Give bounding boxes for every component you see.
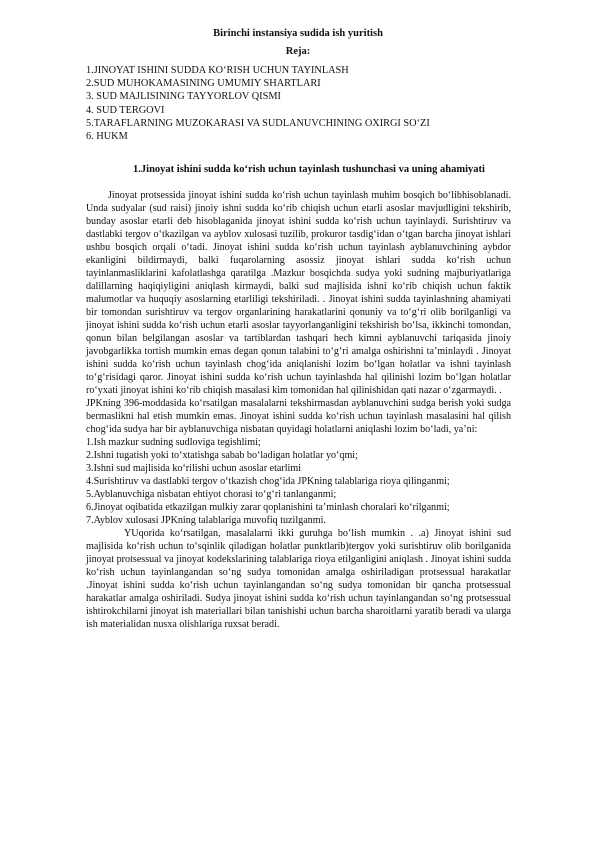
list-item: 4.Surishtiruv va dastlabki tergov o‘tkazish chog‘ida JPKning talablariga rioya qilinganmi;	[86, 476, 450, 487]
list-item: 2.Ishni tugatish yoki to‘xtatishga sabab bo‘ladigan holatlar yo‘qmi;	[86, 450, 358, 461]
list-item: 3.Ishni sud majlisida ko‘rilishi uchun asoslar etarlimi	[86, 463, 302, 474]
document-body	[86, 189, 511, 631]
section-title: 1.Jinoyat ishini sudda ko‘rish uchun tayinlash tushunchasi va uning ahamiyati	[133, 164, 485, 175]
list-item: 1.Ish mazkur sudning sudloviga tegishlimi;	[86, 437, 261, 448]
list-item: 7.Ayblov xulosasi JPKning talablariga muvofiq tuzilganmi.	[86, 515, 326, 526]
paragraph: JPKning 396-moddasida ko‘rsatilgan masalalarni tekshirmasdan ayblanuvchini sudga berish yoki sudga bermaslikni hal etish mumkin emas. Jinoyat ishini sudda ko‘rish uchun tayinlash masalasini hal qilish chog‘ida sudya har bir ayblanuvchiga nisbatan quyidagi holatlarni aniqlashi lozim bo‘ladi, ya’ni:	[86, 398, 511, 435]
list-item: 5.Ayblanuvchiga nisbatan ehtiyot chorasi to‘g‘ri tanlanganmi;	[86, 489, 337, 500]
list-item: 6.Jinoyat oqibatida etkazilgan mulkiy zarar qoplanishini ta’minlash choralari ko‘rilganmi;	[86, 502, 450, 513]
plan-item: 1.JINOYAT ISHINI SUDDA KO‘RISH UCHUN TAYINLASH	[86, 65, 349, 76]
paragraph: Jinoyat protsessida jinoyat ishini sudda ko‘rish uchun tayinlash muhim bosqich bo‘libhisoblanadi. Unda sudyalar (sud raisi) jinoiy ishni sudda ko‘rib chiqish uchun etarli asoslar mavjudligini tekshirib, bunday asoslar etarli deb hisoblaganida jinoyat ishini sudda ko‘rish uchun tayinlaydi. Surishtiruv va dastlabki tergov o‘tkazilgan va ayblov xulosasi tuzilib, prokuror tasdig‘idan o‘tgan barcha jinoyat ishlari ushbu bosqich orqali o‘tadi. Jinoyat ishini sudda ko‘rish uchun tayinlash ayblanuvchining aybdor ekanligini bildirmaydi, balki fuqarolarning asossiz jinoyat ishlari sudda ko‘rish uchun tayinlanmasliklarini kafolatlashga qaratilga .Mazkur bosqichda sudya yoki sudning majburiyatlariga dalillarning haqiqiyligini aniqlash kirmaydi, balki sud majlisida ishni ko‘rib chiqish uchun faktik malumotlar va huquqiy asoslarning etarliligi tekshiriladi. . Jinoyat ishini sudda tayinlashning ahamiyati bir tomondan surishtiruv va tergov organlarining harakatlarini qonuniy va to‘g‘ri olib borilganligi va jinoyat ishini sudda ko‘rish uchun etarli asoslar tayyorlanganligini tekshirish bo‘lsa, ikkinchi tomondan, qonun bilan belgilangan asoslar va tartiblardan tashqari hech kimni ayblanuvchi tariqasida jinoiy javobgarlikka tortish mumkin emas degan qonun talabini to‘g‘ri amalga oshirishni ta’minlaydi . Jinoyat ishini sudda ko‘rish uchun tayinlash chog‘ida aniqlanishi lozim bo‘lgan holatlar va ishni tayinlash to‘g‘risidagi qaror. Jinoyat ishini sudda ko‘rish uchun tayinlashda hal qilinishi lozim bo‘lgan holatlar ro‘yxati jinoyat ishini ko‘rib chiqish masalasi kim tomonidan hal qilinishidan qati nazar o‘zgarmaydi. .	[86, 190, 511, 396]
plan-item: 4. SUD TERGOVI	[86, 104, 165, 116]
plan-list	[86, 64, 526, 143]
plan-title: Reja:	[285, 46, 311, 57]
document-title: Birinchi instansiya sudida ish yuritish	[213, 28, 383, 39]
plan-item: 6. HUKM	[86, 131, 128, 143]
plan-item: 5.TARAFLARNING MUZOKARASI VA SUDLANUVCHINING OXIRGI SO‘ZI	[86, 117, 430, 129]
plan-item: 2.SUD MUHOKAMASINING UMUMIY SHARTLARI	[86, 78, 321, 90]
paragraph: YUqorida ko‘rsatilgan, masalalarni ikki guruhga bo‘lish mumkin . .a) Jinoyat ishini sud majlisida ko‘rish uchun to‘sqinlik qiladigan holatlar punktlarib)tergov yoki surishtiruv olib borilganida jinoyat protsessual va jinoyat kodekslarining talablariga rioya etilganligini aniqlash . Jinoyat ishini sudda ko‘rish uchun tayinlangandan so‘ng sudya tomonidan amalga oshiriladigan protsessual harakatlar .Jinoyat ishini sudda ko‘rish uchun tayinlangandan so‘ng sudya tomonidan bir qancha protsessual harakatlar amalga oshiriladi. Sudya jinoyat ishini sudda ko‘rish uchun tayinlangandan so‘ng protsessual ishtirokchilarni jinoyat ish materiallari bilan tanishishi uchun barcha sharoitlarni yaratib beradi va ularga ish materialidan nusxa olishlariga ruxsat beradi.	[86, 528, 511, 630]
plan-item: 3. SUD MAJLISINING TAYYORLOV QISMI	[86, 91, 281, 103]
